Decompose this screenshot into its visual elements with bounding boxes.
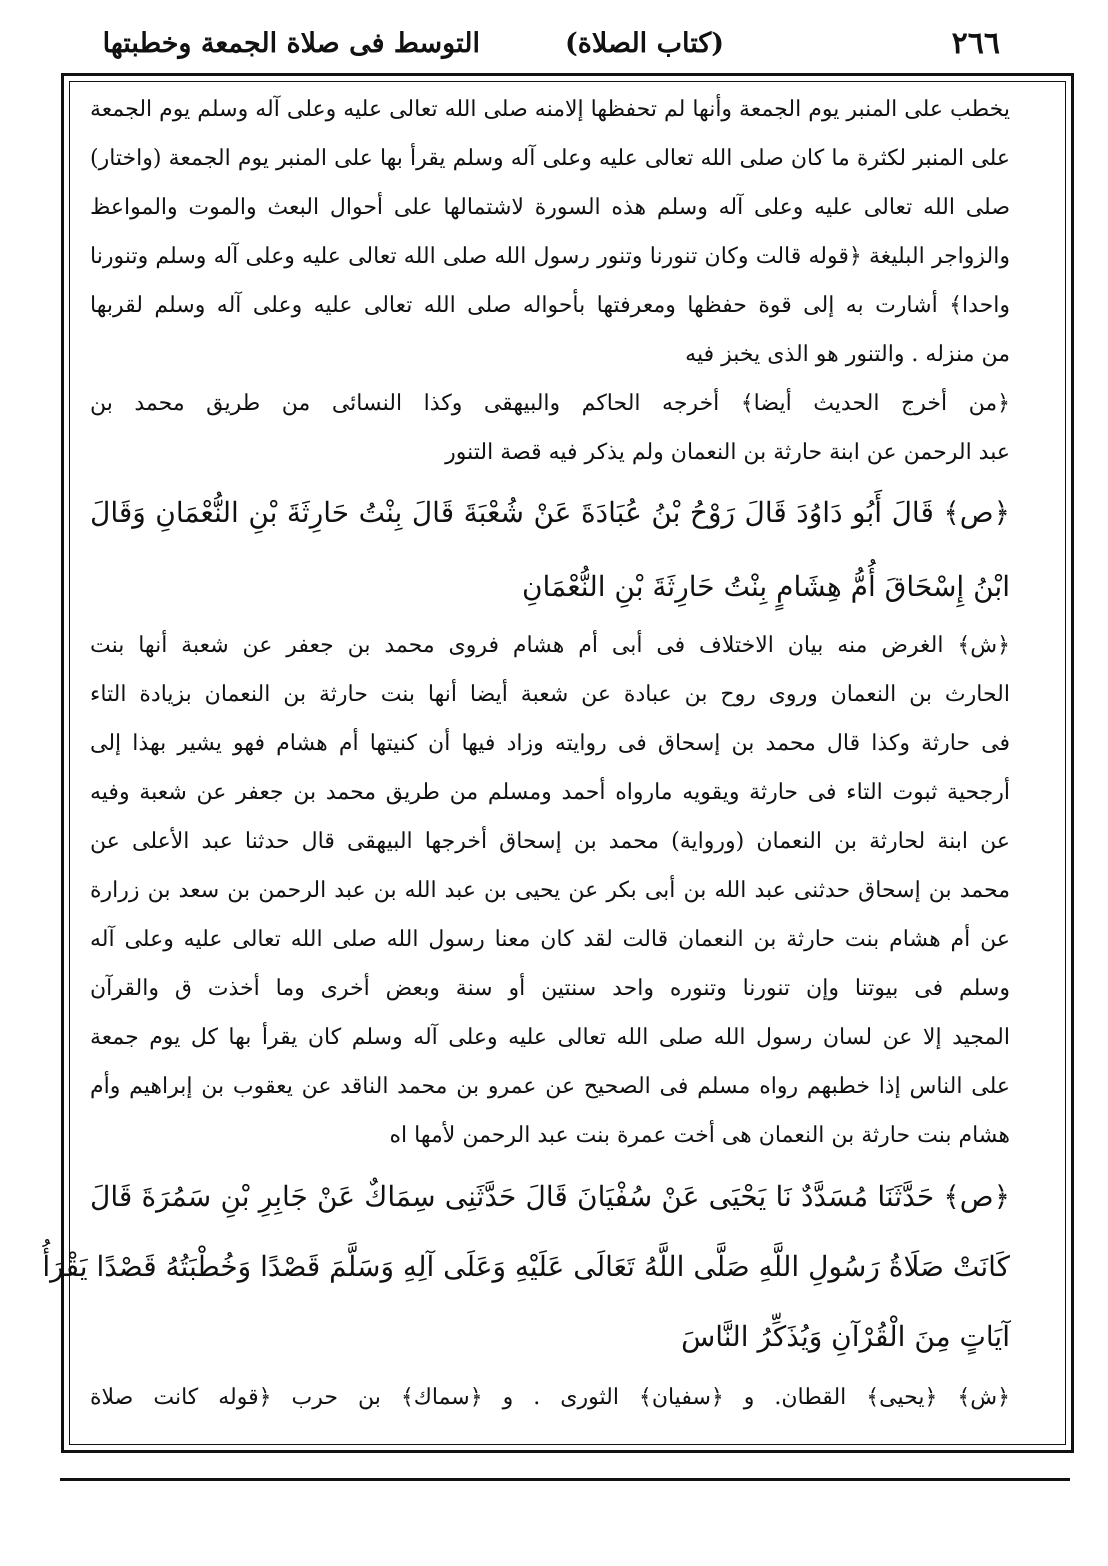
body-line: وسلم فى بيوتنا وإن تنورنا وتنوره واحد سنتين أو سنة وبعض أخرى وما أخذت ق والقرآن — [90, 976, 1010, 1001]
body-line: هشام بنت حارثة بن النعمان هى أخت عمرة بنت عبد الرحمن لأمها اه — [389, 1123, 1010, 1148]
body-line: يخطب على المنبر يوم الجمعة وأنها لم تحفظها إلامنه صلى الله تعالى عليه وعلى آله وسلم يوم الجمعة — [90, 97, 1010, 122]
hadith-line: ﴿ص﴾ قَالَ أَبُو دَاوُدَ قَالَ رَوْحُ بْنُ عُبَادَةَ عَنْ شُعْبَةَ قَالَ بِنْتُ حَارِثَةَ بْنِ النُّعْمَانِ وَقَالَ — [90, 496, 1010, 529]
hadith-line: ﴿ص﴾ حَدَّثَنَا مُسَدَّدٌ نَا يَحْيَى عَنْ سُفْيَانَ قَالَ حَدَّثَنِى سِمَاكٌ عَنْ جَابِرِ بْنِ سَمُرَةَ قَالَ — [90, 1180, 1010, 1213]
body-line: ﴿من أخرج الحديث أيضا﴾ أخرجه الحاكم والبيهقى وكذا النسائى من طريق محمد بن — [90, 391, 1010, 416]
body-line: صلى الله تعالى عليه وعلى آله وسلم هذه السورة لاشتمالها على أحوال البعث والموت والمواعظ — [90, 195, 1010, 220]
page-body — [42, 97, 1011, 1428]
body-line: أرجحية ثبوت التاء فى حارثة ويقويه مارواه أحمد ومسلم من طريق محمد بن جعفر عن شعبة وفيه — [90, 780, 1010, 805]
body-line: من منزله . والتنور هو الذى يخبز فيه — [685, 342, 1010, 367]
body-line: ﴿ش﴾ الغرض منه بيان الاختلاف فى أبى أم هشام فروى محمد بن جعفر عن شعبة أنها بنت — [90, 633, 1010, 658]
body-line: واحدا﴾ أشارت به إلى قوة حفظها ومعرفتها بأحواله صلى الله تعالى عليه وعلى آله وسلم لقربها — [90, 293, 1010, 318]
hadith-line: كَانَتْ صَلَاةُ رَسُولِ اللَّهِ صَلَّى اللَّهُ تَعَالَى عَلَيْهِ وَعَلَى آلِهِ وَسَلَّمَ قَصْدًا وَخُطْبَتُهُ قَصْدًا يَقْرَأُ — [42, 1250, 1010, 1283]
hadith-line: ابْنُ إِسْحَاقَ أُمُّ هِشَامٍ بِنْتُ حَارِثَةَ بْنِ النُّعْمَانِ — [521, 570, 1010, 603]
body-line: على المنبر لكثرة ما كان صلى الله تعالى عليه وعلى آله وسلم يقرأ بها على المنبر يوم الجمعة (واختار) — [90, 146, 1010, 171]
body-line: عن أم هشام بنت حارثة بن النعمان قالت لقد كان معنا رسول الله صلى الله تعالى عليه وعلى آله — [90, 927, 1010, 952]
body-line: محمد بن إسحاق حدثنى عبد الله بن أبى بكر عن يحيى بن عبد الله بن عبد الرحمن بن سعد بن زرارة — [90, 878, 1010, 903]
page-number: ٢٦٦ — [951, 26, 1000, 61]
book-title: (كتاب الصلاة) — [565, 28, 724, 59]
body-line: على الناس إذا خطبهم رواه مسلم فى الصحيح عن عمرو بن محمد الناقد عن يعقوب بن إبراهيم وأم — [90, 1074, 1010, 1099]
body-line: عن ابنة لحارثة بن النعمان (ورواية) محمد بن إسحاق أخرجها البيهقى قال حدثنا عبد الأعلى عن — [90, 829, 1011, 854]
hadith-line: آيَاتٍ مِنَ الْقُرْآنِ وَيُذَكِّرُ النَّاسَ — [681, 1320, 1010, 1353]
chapter-title: التوسط فى صلاة الجمعة وخطبتها — [102, 28, 480, 59]
body-line: والزواجر البليغة ﴿قوله قالت وكان تنورنا وتنور رسول الله صلى الله تعالى عليه وعلى آله وسلم وتنورنا — [90, 244, 1010, 269]
body-line: ﴿ش﴾ ﴿يحيى﴾ القطان. و ﴿سفيان﴾ الثورى . و ﴿سماك﴾ بن حرب ﴿قوله كانت صلاة — [90, 1385, 1010, 1410]
body-line: المجيد إلا عن لسان رسول الله صلى الله تعالى عليه وعلى آله وسلم كان يقرأ بها كل يوم جمعة — [90, 1025, 1010, 1050]
footer-rule — [60, 1478, 1070, 1481]
body-line: الحارث بن النعمان وروى روح بن عبادة عن شعبة أيضا أنها بنت حارثة بن النعمان بزيادة التاء — [90, 682, 1010, 707]
body-line: فى حارثة وكذا قال محمد بن إسحاق فى روايته وزاد فيها أن كنيتها أم هشام فهو يشير بهذا إلى — [90, 731, 1010, 756]
page-header — [60, 20, 1060, 72]
body-line: عبد الرحمن عن ابنة حارثة بن النعمان ولم يذكر فيه قصة التنور — [445, 440, 1010, 465]
